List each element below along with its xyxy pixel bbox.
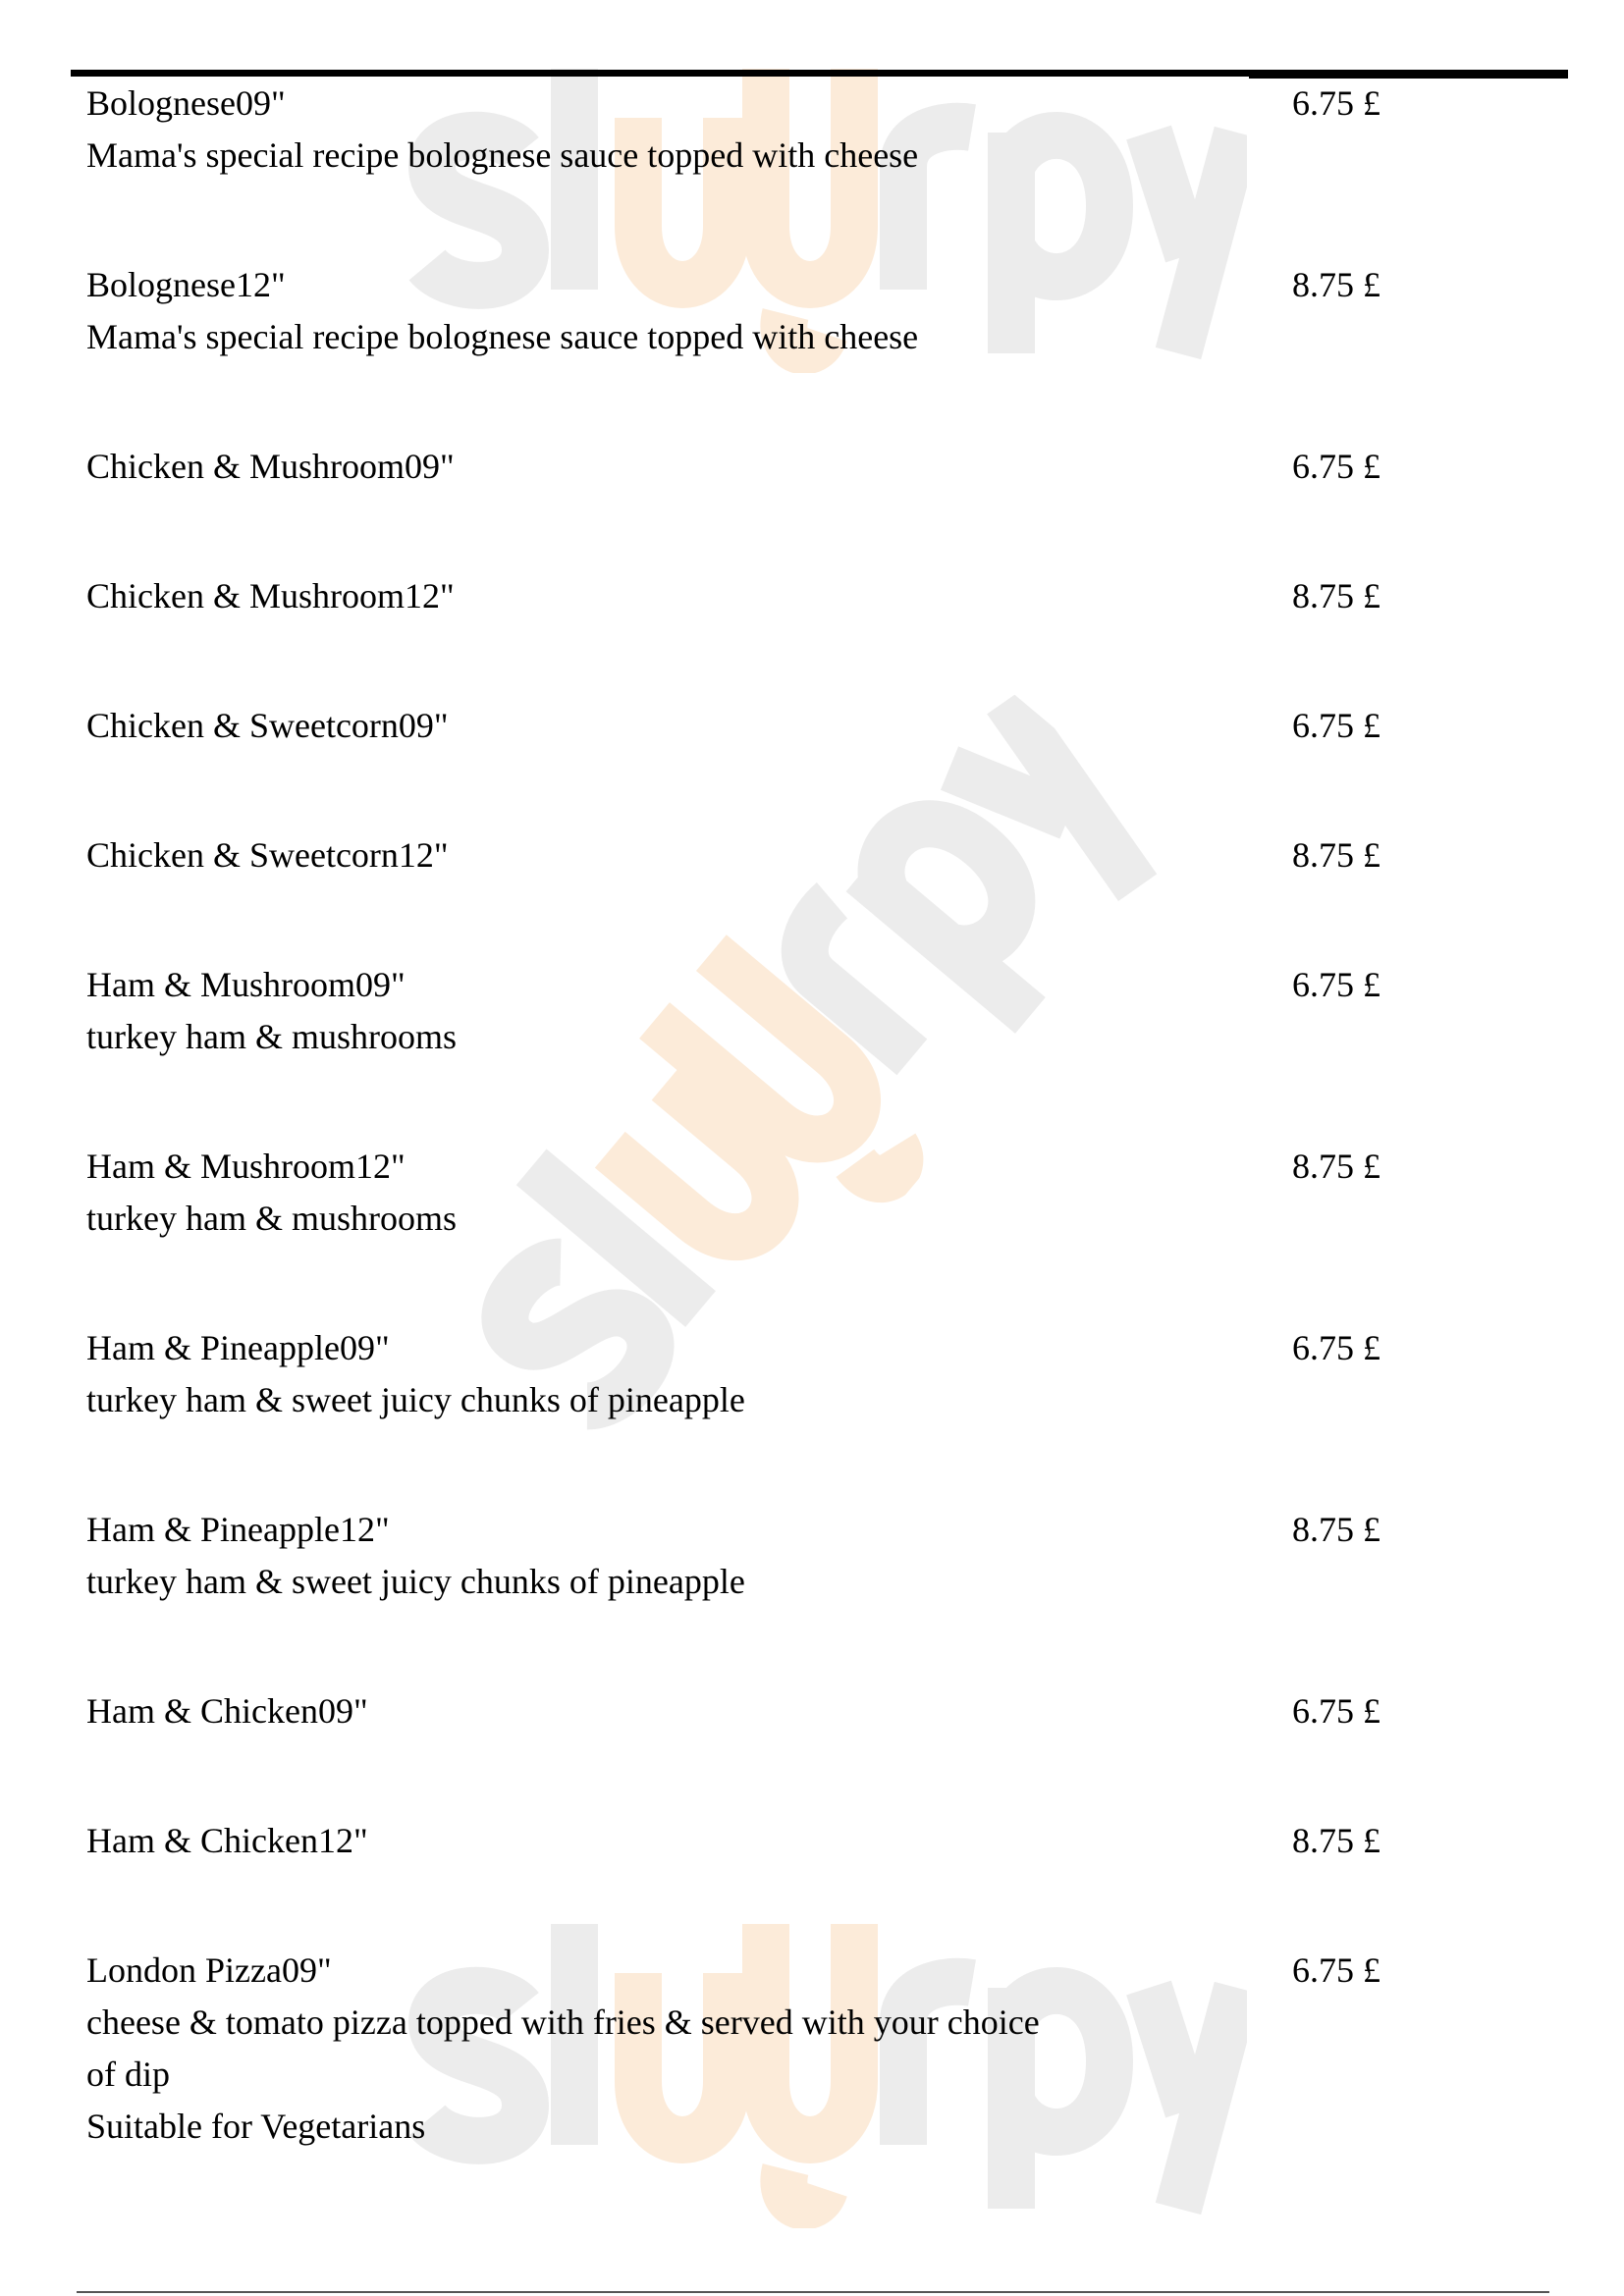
menu-item (86, 1685, 1559, 1815)
menu-item (86, 78, 1559, 259)
item-name: Chicken & Mushroom09" (86, 447, 455, 486)
item-price: 8.75 £ (1292, 1147, 1380, 1186)
item-description: Suitable for Vegetarians (86, 2107, 426, 2146)
item-name: Ham & Pineapple12" (86, 1510, 390, 1549)
item-price: 8.75 £ (1292, 835, 1380, 875)
item-name: Ham & Mushroom09" (86, 965, 406, 1004)
item-name: Ham & Chicken09" (86, 1691, 368, 1731)
menu-item (86, 1945, 1559, 2230)
item-price: 6.75 £ (1292, 706, 1380, 745)
item-price: 6.75 £ (1292, 447, 1380, 486)
item-price: 6.75 £ (1292, 1328, 1380, 1367)
item-price: 8.75 £ (1292, 1821, 1380, 1860)
item-price: 8.75 £ (1292, 265, 1380, 304)
item-description: of dip (86, 2055, 170, 2094)
item-description: Mama's special recipe bolognese sauce topped with cheese (86, 135, 919, 175)
item-price: 6.75 £ (1292, 83, 1380, 123)
item-price: 8.75 £ (1292, 576, 1380, 615)
item-description: turkey ham & sweet juicy chunks of pineapple (86, 1562, 745, 1601)
item-name: Chicken & Mushroom12" (86, 576, 455, 615)
item-price: 6.75 £ (1292, 1950, 1380, 1990)
menu-item (86, 1322, 1559, 1504)
menu-item (86, 1504, 1559, 1685)
item-name: Ham & Mushroom12" (86, 1147, 406, 1186)
item-name: Ham & Chicken12" (86, 1821, 368, 1860)
item-name: Bolognese09" (86, 83, 286, 123)
menu-item (86, 259, 1559, 441)
item-name: Bolognese12" (86, 265, 286, 304)
item-description: turkey ham & mushrooms (86, 1017, 457, 1056)
menu-item (86, 1141, 1559, 1322)
menu-item (86, 1815, 1559, 1945)
item-name: Ham & Pineapple09" (86, 1328, 390, 1367)
item-price: 6.75 £ (1292, 1691, 1380, 1731)
item-description: turkey ham & mushrooms (86, 1199, 457, 1238)
menu-item (86, 829, 1559, 959)
top-rule (71, 70, 1568, 77)
menu-item (86, 570, 1559, 700)
bottom-rule (77, 2291, 1549, 2293)
menu-item (86, 700, 1559, 829)
item-name: London Pizza09" (86, 1950, 332, 1990)
item-description: cheese & tomato pizza topped with fries & served with your choice (86, 2002, 1040, 2042)
menu-item (86, 959, 1559, 1141)
item-description: turkey ham & sweet juicy chunks of pineapple (86, 1380, 745, 1419)
item-description: Mama's special recipe bolognese sauce topped with cheese (86, 317, 919, 356)
item-price: 8.75 £ (1292, 1510, 1380, 1549)
menu-list (86, 78, 1559, 2230)
menu-item (86, 441, 1559, 570)
item-name: Chicken & Sweetcorn12" (86, 835, 449, 875)
item-name: Chicken & Sweetcorn09" (86, 706, 449, 745)
item-price: 6.75 £ (1292, 965, 1380, 1004)
